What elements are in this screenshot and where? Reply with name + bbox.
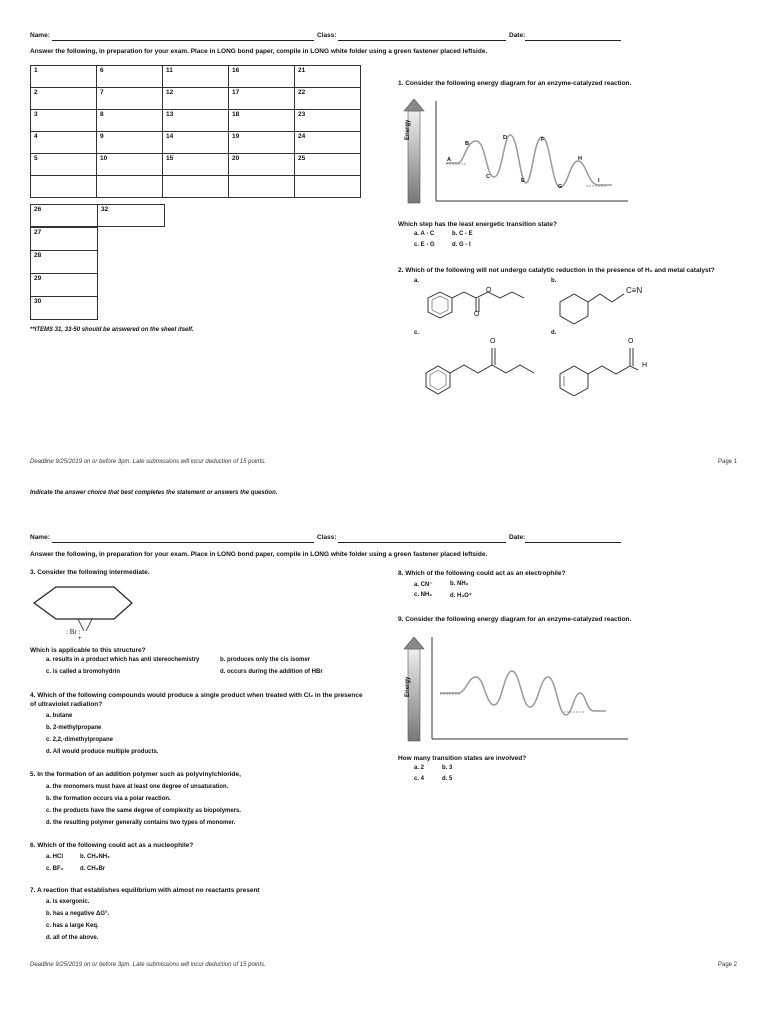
instructions: Answer the following, in preparation for your exam. Place in LONG bond paper, compile in LONG white folder using a green fastener placed leftside. <box>30 48 488 55</box>
q8-option-d[interactable]: d. H₃O⁺ <box>450 593 472 599</box>
q5-option-b[interactable]: b. the formation occurs via a polar reaction. <box>46 796 171 802</box>
q2-label-c[interactable]: c. <box>414 330 420 336</box>
q2-label-d[interactable]: d. <box>551 330 557 336</box>
answer-cell[interactable]: 10 <box>97 154 163 176</box>
q9-option-c[interactable]: c. 4 <box>414 776 425 782</box>
q6-title: 6. Which of the following could act as a nucleophile? <box>30 842 194 849</box>
q6-option-c[interactable]: c. BF₃ <box>46 866 64 872</box>
q2-structure-d <box>556 336 666 396</box>
answer-cell[interactable]: 3 <box>31 110 97 132</box>
q2-ester-carbonyl-o: O <box>474 311 480 318</box>
q1-point-label: E <box>521 178 525 184</box>
answer-grid-row <box>31 176 361 198</box>
q4-option-b[interactable]: b. 2-methylpropane <box>46 725 102 731</box>
q2-nitrile: C≡N <box>626 286 643 295</box>
page1-number: Page 1 <box>718 459 738 465</box>
q3-plus: + <box>78 636 82 642</box>
q8-option-b[interactable]: b. NH₃ <box>450 581 469 587</box>
q7-option-a[interactable]: a. is exergonic. <box>46 899 90 905</box>
q1-point-label: B <box>465 141 469 147</box>
q7-option-c[interactable]: c. has a large Keq. <box>46 923 99 929</box>
answer-cell[interactable]: 29 <box>30 273 98 297</box>
answer-cell[interactable]: 12 <box>163 88 229 110</box>
answer-cell[interactable]: 2 <box>31 88 97 110</box>
answer-cell[interactable]: 22 <box>295 88 361 110</box>
answer-cell[interactable]: 28 <box>30 250 98 274</box>
q4-option-c[interactable]: c. 2,2,-dimethylpropane <box>46 737 114 743</box>
answer-cell[interactable]: 24 <box>295 132 361 154</box>
q4-option-a[interactable]: a. butane <box>46 713 73 719</box>
grid-note: **ITEMS 31, 33-50 should be answered on the sheet itself. <box>30 327 194 333</box>
answer-cell[interactable] <box>229 176 295 198</box>
class-line[interactable] <box>338 40 506 41</box>
q2-aldehyde-h: H <box>642 362 648 369</box>
q1-point-label: I <box>598 178 600 184</box>
q1-axis-label: Energy <box>405 119 411 140</box>
answer-grid-row <box>31 88 361 110</box>
q1-point-label: D <box>503 135 507 141</box>
answer-cell[interactable]: 26 <box>30 204 98 227</box>
answer-cell[interactable]: 6 <box>97 66 163 88</box>
q6-option-b[interactable]: b. CH₃NH₂ <box>80 854 110 860</box>
answer-cell[interactable]: 17 <box>229 88 295 110</box>
page2-footer: Deadline 9/25/2019 on or before 3pm. Late submissions will incur deduction of 15 points. <box>30 962 266 968</box>
answer-grid-row <box>31 132 361 154</box>
q7-option-b[interactable]: b. has a negative ΔG°. <box>46 911 110 917</box>
q8-title: 8. Which of the following could act as an electrophile? <box>398 570 566 577</box>
answer-cell[interactable] <box>163 176 229 198</box>
q9-question: How many transition states are involved? <box>398 755 527 762</box>
q8-option-c[interactable]: c. NH₂ <box>414 592 433 598</box>
q1-point-label: A <box>447 157 451 163</box>
q1-point-label: G <box>558 184 563 190</box>
q1-option-b[interactable]: b. C - E <box>452 231 473 237</box>
q9-option-b[interactable]: b. 3 <box>442 765 453 771</box>
q9-axis-label: Energy <box>405 676 411 697</box>
q9-title: 9. Consider the following energy diagram for an enzyme-catalyzed reaction. <box>398 616 632 623</box>
answer-cell[interactable]: 15 <box>163 154 229 176</box>
class-label: Class: <box>317 32 337 39</box>
answer-cell[interactable]: 20 <box>229 154 295 176</box>
q7-title: 7. A reaction that establishes equilibrium with almost no reactants present <box>30 887 260 894</box>
answer-grid <box>30 65 361 198</box>
q9-energy-diagram <box>400 635 630 745</box>
q4-title: 4. Which of the following compounds would produce a single product when treated with Cl₂ in the presence of ultraviolet radiation? <box>30 692 363 708</box>
q1-energy-diagram <box>400 97 630 207</box>
answer-cell[interactable]: 11 <box>163 66 229 88</box>
answer-cell[interactable]: 4 <box>31 132 97 154</box>
answer-cell[interactable] <box>31 176 97 198</box>
answer-cell[interactable]: 8 <box>97 110 163 132</box>
answer-cell[interactable]: 14 <box>163 132 229 154</box>
q3-question: Which is applicable to this structure? <box>30 647 146 654</box>
q3-option-d[interactable]: d. occurs during the addition of HBr <box>220 669 323 675</box>
date-label-2: Date: <box>509 534 526 541</box>
date-line[interactable] <box>525 40 621 41</box>
q3-option-a[interactable]: a. results in a product which has anti stereochemistry <box>46 657 200 663</box>
answer-cell[interactable]: 32 <box>97 204 165 227</box>
q2-structure-c <box>420 336 550 396</box>
q2-ester-ring-o: O <box>486 287 492 294</box>
answer-cell[interactable]: 23 <box>295 110 361 132</box>
q4-option-d[interactable]: d. All would produce multiple products. <box>46 749 159 755</box>
q1-question: Which step has the least energetic transition state? <box>398 221 557 228</box>
q5-title: 5. In the formation of an addition polymer such as polyvinylchloride, <box>30 771 241 778</box>
answer-cell[interactable]: 16 <box>229 66 295 88</box>
answer-cell[interactable]: 18 <box>229 110 295 132</box>
instructions-2: Answer the following, in preparation for your exam. Place in LONG bond paper, compile in LONG white folder using a green fastener placed leftside. <box>30 551 488 558</box>
class-label-2: Class: <box>317 534 337 541</box>
q9-option-d[interactable]: d. 5 <box>442 776 453 782</box>
q2-label-a[interactable]: a. <box>414 278 420 284</box>
between-instructions: Indicate the answer choice that best completes the statement or answers the question. <box>30 490 278 496</box>
page2-number: Page 2 <box>718 962 738 968</box>
q2-structure-a <box>420 284 540 330</box>
q3-br: : Br : <box>66 628 81 636</box>
answer-cell[interactable]: 5 <box>31 154 97 176</box>
answer-cell[interactable]: 1 <box>31 66 97 88</box>
q5-option-c[interactable]: c. the products have the same degree of complexity as biopolymers. <box>46 808 242 814</box>
answer-cell[interactable]: 30 <box>30 296 98 320</box>
name-line[interactable] <box>52 40 314 41</box>
q1-title: 1. Consider the following energy diagram for an enzyme-catalyzed reaction. <box>398 80 632 87</box>
name-line-2[interactable] <box>52 542 314 543</box>
q9-option-a[interactable]: a. 2 <box>414 765 425 771</box>
q6-option-a[interactable]: a. HCl <box>46 854 64 860</box>
q3-bromonium-structure <box>30 583 140 631</box>
q2-aldehyde-o: O <box>628 338 634 345</box>
name-label: Name: <box>30 32 50 39</box>
q7-option-d[interactable]: d. all of the above. <box>46 935 99 941</box>
q1-option-c[interactable]: c. E - G <box>414 242 435 248</box>
answer-cell[interactable] <box>97 176 163 198</box>
q3-option-c[interactable]: c. is called a bromohydrin <box>46 669 121 675</box>
answer-cell[interactable]: 21 <box>295 66 361 88</box>
q2-ketone-o: O <box>490 338 496 345</box>
q5-option-d[interactable]: d. the resulting polymer generally contains two types of monomer. <box>46 820 236 826</box>
q6-option-d[interactable]: d. CH₃Br <box>80 866 106 872</box>
answer-cell[interactable]: 13 <box>163 110 229 132</box>
q1-option-d[interactable]: d. G - I <box>452 242 471 248</box>
answer-grid-row <box>31 154 361 176</box>
q2-title: 2. Which of the following will not undergo catalytic reduction in the presence of H₂ and metal catalyst? <box>398 267 715 274</box>
q1-point-label: F <box>541 137 545 143</box>
q3-title: 3. Consider the following intermediate. <box>30 569 150 576</box>
answer-cell[interactable] <box>295 176 361 198</box>
answer-grid-row <box>31 110 361 132</box>
class-line-2[interactable] <box>338 542 506 543</box>
answer-cell[interactable]: 25 <box>295 154 361 176</box>
date-label: Date: <box>509 32 526 39</box>
date-line-2[interactable] <box>525 542 621 543</box>
page1-footer: Deadline 9/25/2019 on or before 3pm. Late submissions will incur deduction of 15 points. <box>30 459 266 465</box>
answer-cell[interactable]: 9 <box>97 132 163 154</box>
answer-cell[interactable]: 19 <box>229 132 295 154</box>
q3-option-b[interactable]: b. produces only the cis isomer <box>220 657 311 663</box>
q2-label-b[interactable]: b. <box>551 278 557 284</box>
q8-option-a[interactable]: a. CN⁻ <box>414 582 433 588</box>
q1-point-label: C <box>486 174 490 180</box>
q5-option-a[interactable]: a. the monomers must have at least one degree of unsaturation. <box>46 784 229 790</box>
q1-option-a[interactable]: a. A - C <box>414 231 435 237</box>
q1-point-label: H <box>578 156 582 162</box>
name-label-2: Name: <box>30 534 50 541</box>
answer-cell[interactable]: 27 <box>30 227 98 251</box>
answer-grid-row <box>31 66 361 88</box>
answer-cell[interactable]: 7 <box>97 88 163 110</box>
